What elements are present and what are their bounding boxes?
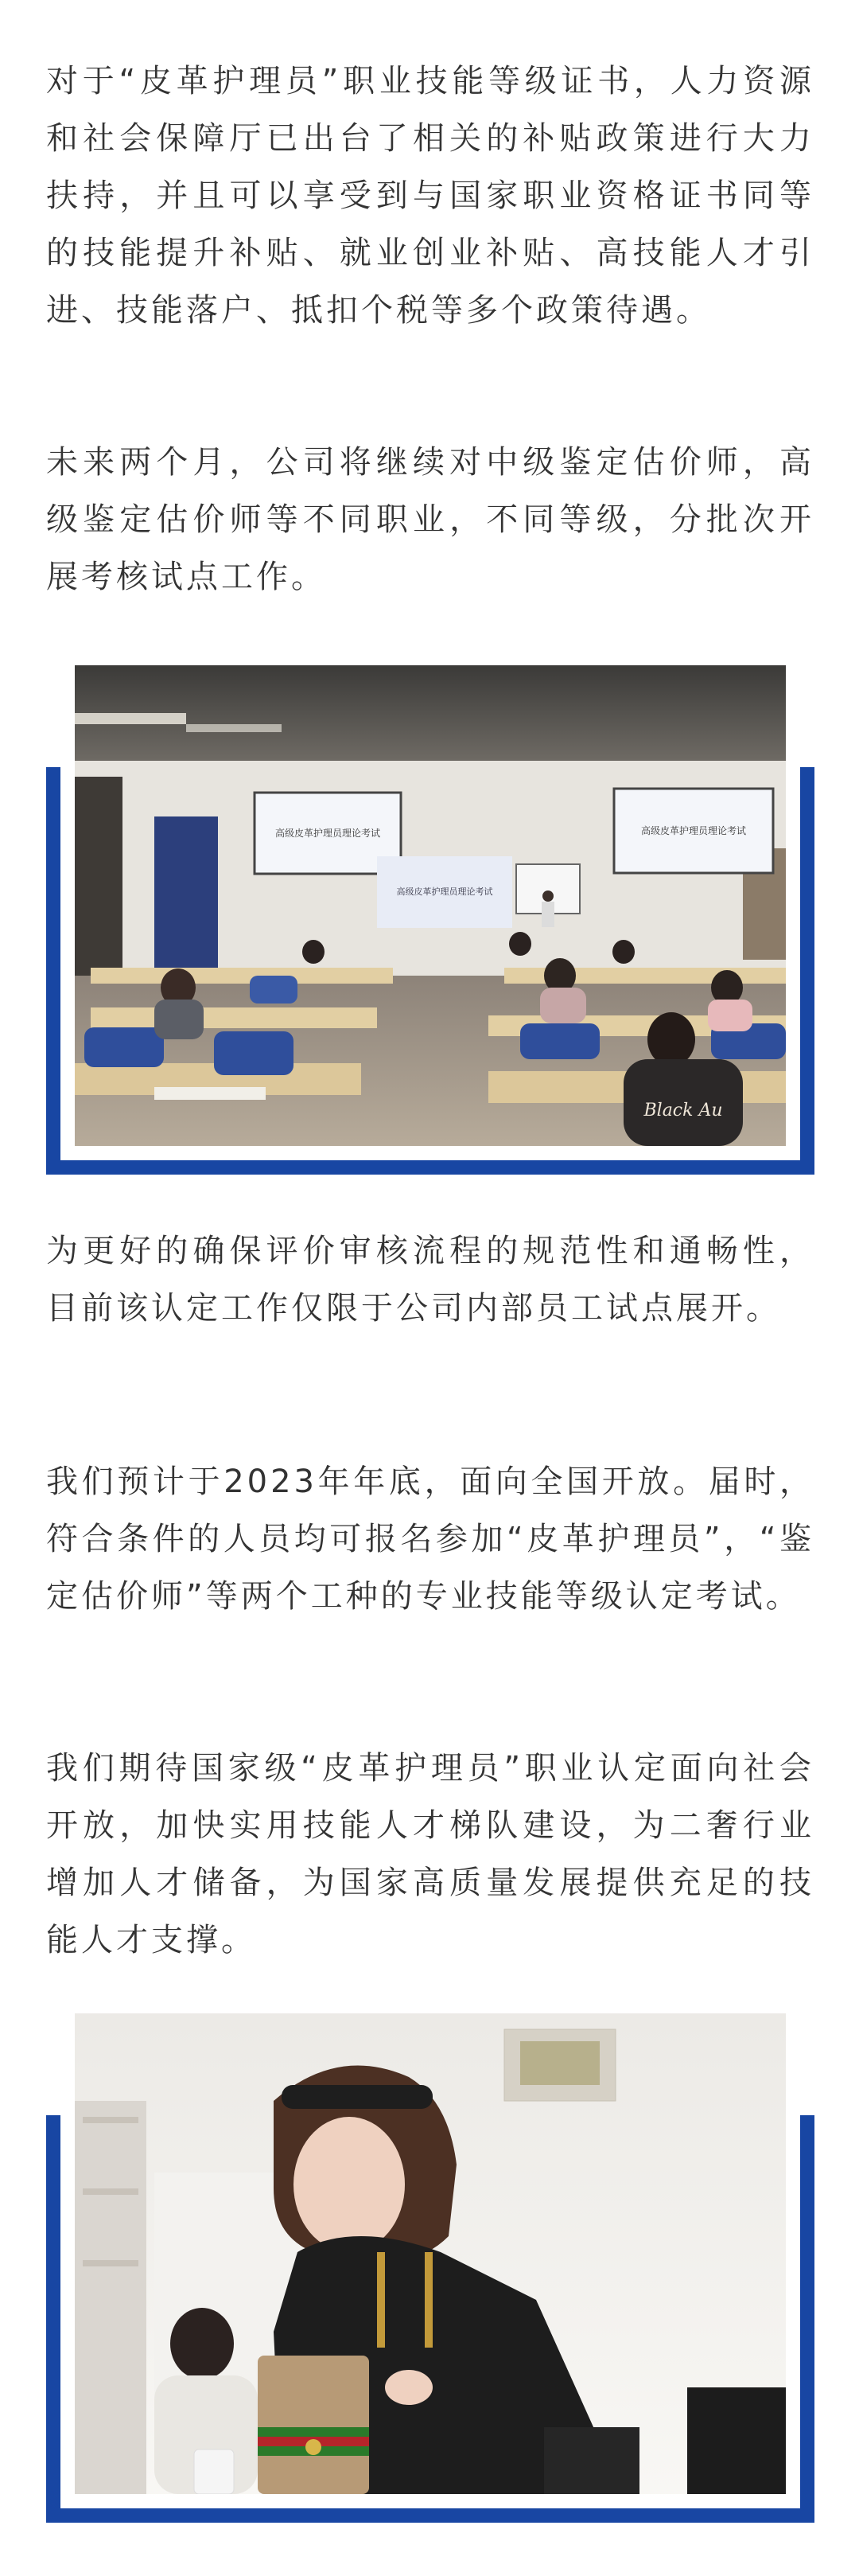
frame-accent-right: [800, 767, 814, 1175]
paragraph-expectation: 我们期待国家级“皮革护理员”职业认定面向社会开放，加快实用技能人才梯队建设，为二奢行业增加人才储备，为国家高质量发展提供充足的技能人才支撑。: [46, 1750, 814, 1958]
shirt-text: Black Au: [643, 1101, 723, 1120]
screen-right-text: 高级皮革护理员理论考试: [640, 825, 747, 836]
screen-left-text: 高级皮革护理员理论考试: [274, 828, 381, 839]
paragraph-next-two-months: 未来两个月，公司将继续对中级鉴定估价师，高级鉴定估价师等不同职业，不同等级，分批次开展考核试点工作。: [46, 444, 814, 595]
frame-accent-bottom: [46, 1160, 814, 1175]
frame-accent-right: [800, 2115, 814, 2523]
leather-care-photo-frame: [46, 2013, 814, 2523]
screen-center-text: 高级皮革护理员理论考试: [396, 887, 493, 897]
paragraph-internal-pilot: 为更好的确保评价审核流程的规范性和通畅性，目前该认定工作仅限于公司内部员工试点展开。: [46, 1233, 814, 1327]
exam-room-photo-frame: [46, 665, 814, 1175]
paragraph-national-opening: 我们预计于2023年年底，面向全国开放。届时，符合条件的人员均可报名参加“皮革护理员”，“鉴定估价师”等两个工种的专业技能等级认定考试。: [46, 1463, 814, 1615]
frame-accent-bottom: [46, 2508, 814, 2523]
leather-care-photo: [75, 2013, 786, 2494]
paragraph-certificate-subsidy: 对于“皮革护理员”职业技能等级证书，人力资源和社会保障厅已出台了相关的补贴政策进行大力扶持，并且可以享受到与国家职业资格证书同等的技能提升补贴、就业创业补贴、高技能人才引进、技能落户、抵扣个税等多个政策待遇。: [46, 63, 814, 329]
exam-room-photo: [75, 665, 786, 1146]
frame-accent-left: [46, 2115, 60, 2523]
frame-accent-left: [46, 767, 60, 1175]
